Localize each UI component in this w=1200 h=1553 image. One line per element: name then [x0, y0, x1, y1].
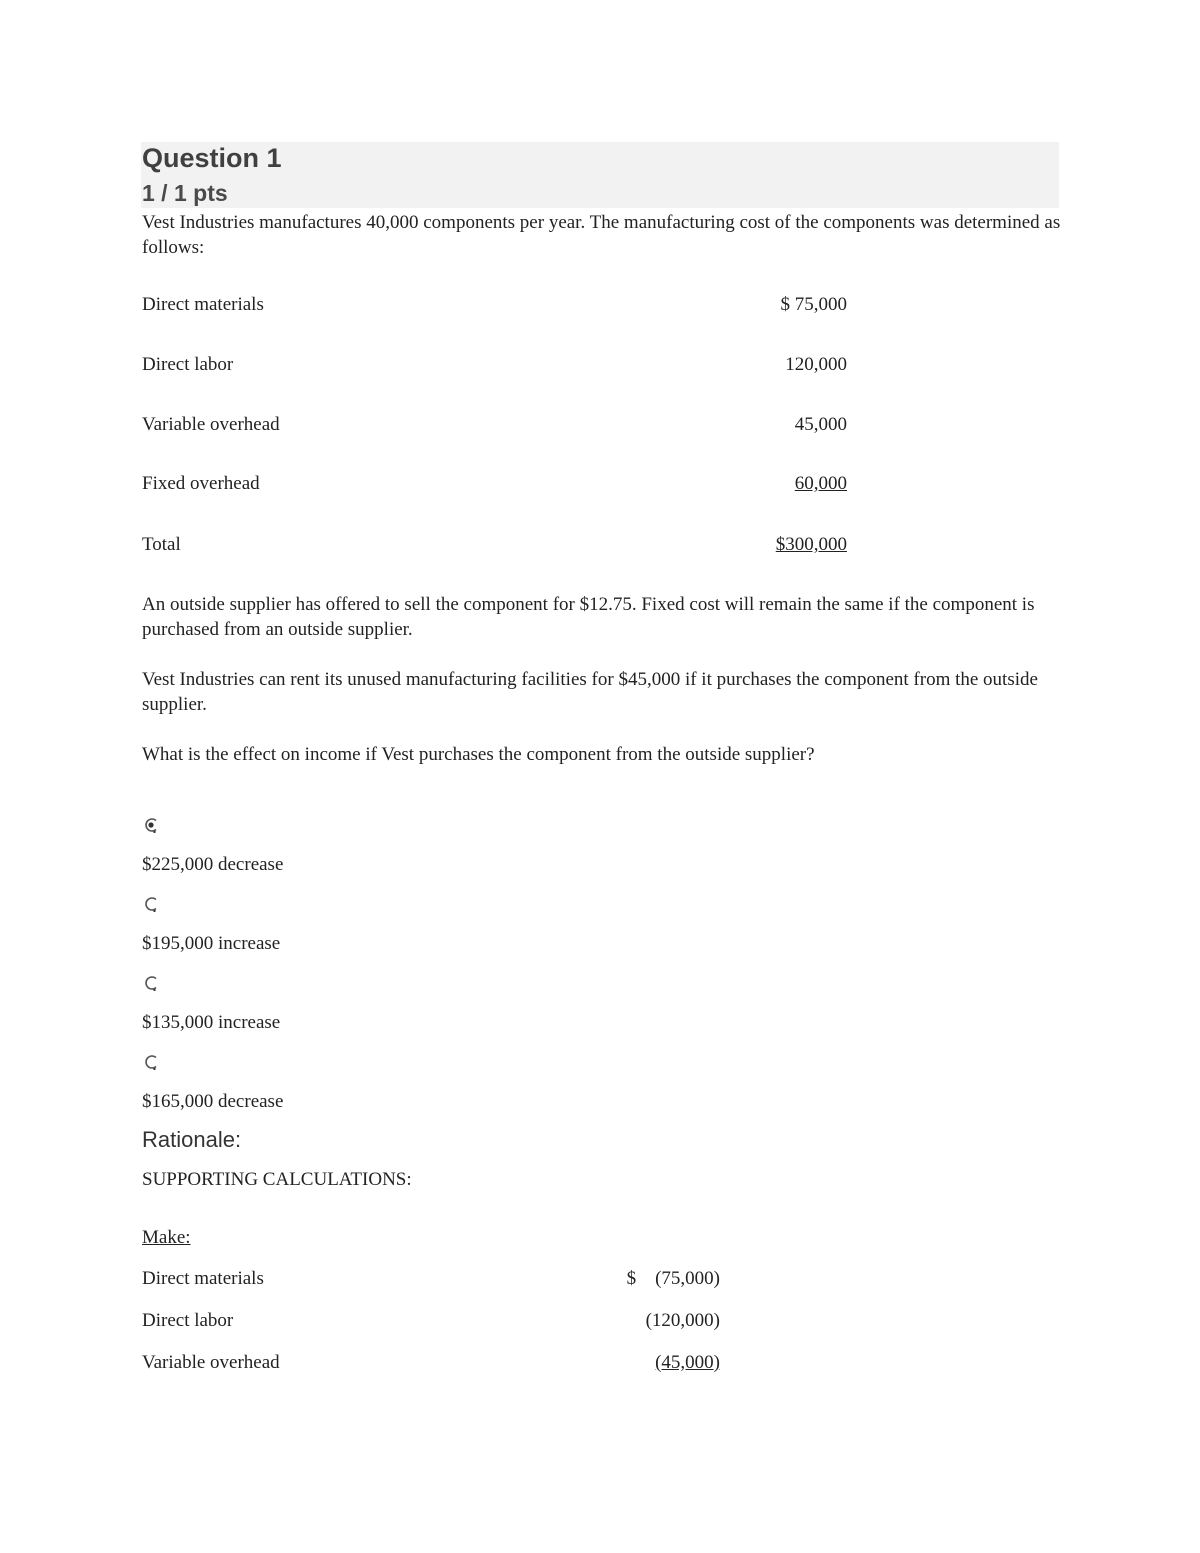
cost-label: Direct materials	[142, 294, 264, 315]
cost-label: Direct labor	[142, 354, 234, 375]
question-points: 1 / 1 pts	[142, 180, 228, 206]
radio-selected-icon[interactable]	[143, 817, 159, 833]
cost-total-value: $300,000	[775, 534, 847, 555]
make-item-value: $ (75,000)	[626, 1268, 720, 1289]
cost-value: $ 75,000	[780, 294, 847, 315]
cost-value: 120,000	[785, 354, 847, 375]
cost-value: 45,000	[794, 414, 847, 435]
radio-icon[interactable]	[143, 975, 159, 991]
make-item-label: Direct labor	[142, 1310, 234, 1331]
rationale-heading: Rationale:	[142, 1127, 242, 1152]
radio-icon[interactable]	[143, 1054, 159, 1070]
cost-label: Total	[142, 534, 181, 555]
choice-label: $165,000 decrease	[142, 1091, 284, 1112]
make-label: Make:	[142, 1227, 191, 1248]
make-item-value: (45,000)	[655, 1352, 720, 1373]
choice-label: $135,000 increase	[142, 1012, 281, 1033]
cost-label: Fixed overhead	[142, 473, 260, 494]
make-item-label: Variable overhead	[142, 1352, 280, 1373]
radio-icon[interactable]	[143, 896, 159, 912]
question-title: Question 1	[142, 143, 282, 173]
choice-label: $225,000 decrease	[142, 854, 284, 875]
question-prompt: What is the effect on income if Vest purchases the component from the outside supplier?	[142, 744, 815, 765]
choice-label: $195,000 increase	[142, 933, 281, 954]
make-item-label: Direct materials	[142, 1268, 264, 1289]
question-intro: Vest Industries manufactures 40,000 components per year. The manufacturing cost of the components was determined as follows:	[142, 212, 1061, 258]
question-paragraph: An outside supplier has offered to sell the component for $12.75. Fixed cost will remain the same if the component is purchased from an outside supplier.	[142, 594, 1035, 640]
make-item-value: (120,000)	[645, 1310, 720, 1331]
cost-value: 60,000	[794, 473, 847, 494]
cost-label: Variable overhead	[142, 414, 280, 435]
rationale-subheading: SUPPORTING CALCULATIONS:	[142, 1169, 412, 1190]
question-paragraph: Vest Industries can rent its unused manufacturing facilities for $45,000 if it purchases the component from the outside supplier.	[142, 669, 1038, 715]
